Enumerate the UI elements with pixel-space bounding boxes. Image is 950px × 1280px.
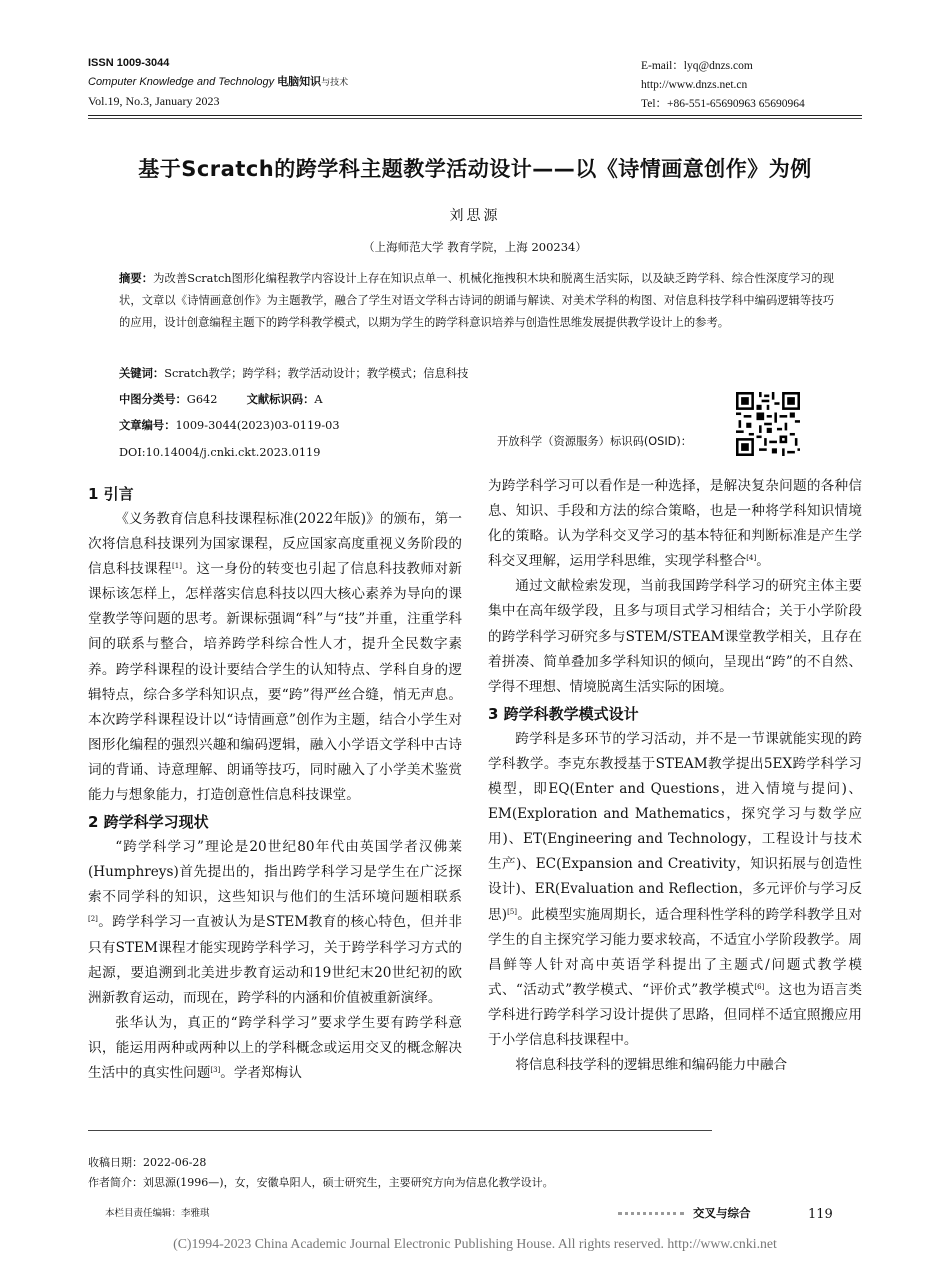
paragraph-text: 。这一身份的转变也引起了信息科技教师对新课标该怎样上，怎样落实信息科技以四大核心素养为导向的课堂教学等问题的思考。新课标强调“科”与“技”并重，注重学科间的联系与整合，培养跨学科综合性人才，提升全民数字素养。跨学科课程的设计要结合学生的认知特点、学科自身的逻辑特点，综合多学科知识点，要“跨”得严丝合缝，悄无声息。本次跨学科课程设计以“诗情画意”创作为主题，结合小学生对图形化编程的强烈兴趣和编码逻辑，融入小学语文学科中古诗词的背诵、诗意理解、朗诵等技巧，同时融入了小学美术鉴赏能力与想象能力，打造创意性信息科技课堂。 — [88, 561, 463, 804]
paragraph-text: 张华认为，真正的“跨学科学习”要求学生要有跨学科意识，能运用两种或两种以上的学科概念或运用交叉的概念解决生活中的真实性问题 — [88, 1014, 462, 1081]
citation-ref[interactable]: [5] — [507, 907, 518, 916]
doi[interactable]: DOI:10.14004/j.cnki.ckt.2023.0119 — [119, 446, 321, 459]
author-bio: 作者简介：刘思源(1996—)，女，安徽阜阳人，硕士研究生，主要研究方向为信息化教学设计。 — [88, 1176, 554, 1189]
classification-line — [119, 390, 323, 410]
paragraph-text: 。跨学科学习一直被认为是STEM教育的核心特色，但并非只有STEM课程才能实现跨学科学习，关于跨学科学习方式的起源，要追溯到北美进步教育运动和19世纪末20世纪初的欧洲新教育运动，而现在，跨学科的内涵和价值被重新演绎。 — [88, 914, 462, 1006]
article-no-value: 1009-3044(2023)03-0119-03 — [175, 419, 340, 432]
paragraph-text: 。学者郑梅认 — [220, 1064, 302, 1081]
footer-dots — [618, 1212, 684, 1219]
osid-label: 开放科学（资源服务）标识码(OSID)： — [497, 435, 693, 448]
paragraph — [488, 474, 862, 574]
citation-ref[interactable]: [1] — [172, 562, 182, 571]
copyright-watermark: (C)1994-2023 China Academic Journal Electronic Publishing House. All rights reserved. http://www.cnki.net — [173, 1236, 777, 1251]
abstract-text: 为改善Scratch图形化编程教学内容设计上存在知识点单一、机械化拖拽积木块和脱离生活实际，以及缺乏跨学科、综合性深度学习的现状，文章以《诗情画意创作》为主题教学，融合了学生对语文学科古诗词的朗诵与解读、对美术学科的构图、对信息科技学科中编码逻辑等技巧的应用，设计创意编程主题下的跨学科教学模式，以期为学生的跨学科意识培养与创造性思维发展提供教学设计上的参考。 — [119, 272, 834, 329]
paragraph-text: 。 — [756, 553, 770, 570]
article-number-line — [119, 416, 340, 436]
page-number: 119 — [808, 1207, 833, 1222]
contact-url[interactable]: http://www.dnzs.net.cn — [641, 79, 748, 91]
clc-value: G642 — [186, 393, 218, 406]
paragraph-text: 。这也为语言类学科进行跨学科学习设计提供了思路，但同样不适宜照搬应用于小学信息科技课程中。 — [488, 981, 863, 1048]
article-no-label: 文章编号： — [119, 419, 176, 432]
right-column — [488, 474, 862, 1078]
paragraph: 通过文献检索发现，当前我国跨学科学习的研究主体主要集中在高年级学段，且多与项目式学习相结合；关于小学阶段的跨学科学习研究多与STEM/STEAM课堂教学相关，且存在着拼凑、简单叠加多学科知识的倾向，呈现出“跨”的不自然、学得不理想、情境脱离生活实际的困境。 — [488, 578, 862, 695]
keywords-text: Scratch教学；跨学科；教学活动设计；教学模式；信息科技 — [164, 367, 469, 380]
citation-ref[interactable]: [4] — [746, 554, 757, 563]
header-divider-thin — [88, 118, 862, 119]
footnote-divider — [88, 1130, 712, 1131]
citation-ref[interactable]: [3] — [210, 1065, 221, 1074]
clc-label: 中图分类号： — [119, 393, 187, 406]
header-divider — [88, 115, 862, 116]
paragraph — [88, 507, 462, 808]
journal-name-cn-small: 与技术 — [321, 77, 349, 87]
author-name: 刘思源 — [449, 208, 501, 224]
keywords-label: 关键词： — [119, 367, 165, 380]
paragraph-text: “跨学科学习”理论是20世纪80年代由英国学者汉佛莱(Humphreys)首先提出的，指出跨学科学习是学生在广泛探索不同学科的知识，这些知识与他们的生活环境问题相联系 — [88, 839, 462, 906]
paragraph — [88, 1011, 462, 1086]
footer-section-name: 交叉与综合 — [693, 1206, 751, 1220]
paragraph: 将信息科技学科的逻辑思维和编码能力中融合 — [515, 1057, 788, 1074]
contact-email[interactable]: E-mail：lyq@dnzs.com — [641, 60, 753, 72]
keywords — [119, 364, 468, 384]
abstract — [119, 268, 834, 334]
journal-name — [88, 73, 348, 92]
paragraph-text: 为跨学科学习可以看作是一种选择，是解决复杂问题的各种信息、知识、手段和方法的综合策略，也是一种将学科知识情境化的策略。认为学科交叉学习的基本特征和判断标准是产生学科交叉理解，运用学科思维，实现学科整合 — [488, 478, 862, 570]
citation-ref[interactable]: [2] — [88, 915, 98, 924]
volume-info: Vol.19, No.3, January 2023 — [88, 94, 220, 108]
journal-header-right — [641, 57, 805, 114]
section-heading-model-design: 3 跨学科教学模式设计 — [488, 704, 639, 723]
journal-name-cn: 电脑知识 — [277, 76, 322, 88]
section-heading-status: 2 跨学科学习现状 — [88, 813, 209, 832]
journal-header-left — [88, 54, 348, 111]
paragraph-text: 跨学科是多环节的学习活动，并不是一节课就能实现的跨学科教学。李克东教授基于STEAM教学提出5EX跨学科学习模型，即EQ(Enter and Questions，进入情境与提问)、EM(Exploration and Mathematics，探究学习与数学应用)、ET(Engineering and Technology，工程设计与技术生产)、EC(Expansion and Creativity，知识拓展与创造性设计)、ER(Evaluation and Reflection，多元评价与学习反思) — [488, 730, 862, 923]
section-heading-introduction: 1 引言 — [88, 485, 134, 503]
footnotes — [88, 1153, 554, 1193]
paragraph-text: 《义务教育信息科技课程标准(2022年版)》的颁布，第一次将信息科技课列为国家课程，反应国家高度重视义务阶段的信息科技课程 — [88, 511, 462, 578]
column-editor: 本栏目责任编辑：李雅琪 — [105, 1208, 210, 1219]
contact-tel: Tel：+86-551-65690963 65690964 — [641, 98, 805, 110]
author-affiliation: （上海师范大学 教育学院，上海 200234） — [363, 240, 587, 254]
issn: ISSN 1009-3044 — [88, 57, 170, 69]
paragraph — [488, 727, 862, 1053]
doc-code-value: A — [314, 393, 323, 406]
osid-qr-code-icon[interactable] — [736, 392, 800, 456]
abstract-label: 摘要： — [119, 272, 154, 285]
article-title: 基于Scratch的跨学科主题教学活动设计——以《诗情画意创作》为例 — [138, 157, 812, 181]
received-date: 收稿日期：2022-06-28 — [88, 1156, 207, 1169]
journal-name-en: Computer Knowledge and Technology — [88, 76, 275, 88]
doc-code-label: 文献标识码： — [246, 393, 315, 406]
citation-ref[interactable]: [6] — [754, 982, 765, 991]
paragraph — [88, 835, 462, 1011]
paragraph-text: 。此模型实施周期长，适合理科性学科的跨学科教学且对学生的自主探究学习能力要求较高，不适宜小学阶段教学。周昌鲜等人针对高中英语学科提出了主题式/问题式教学模式、“活动式”教学模式、“评价式”教学模式 — [488, 906, 862, 998]
left-column — [88, 480, 462, 1086]
